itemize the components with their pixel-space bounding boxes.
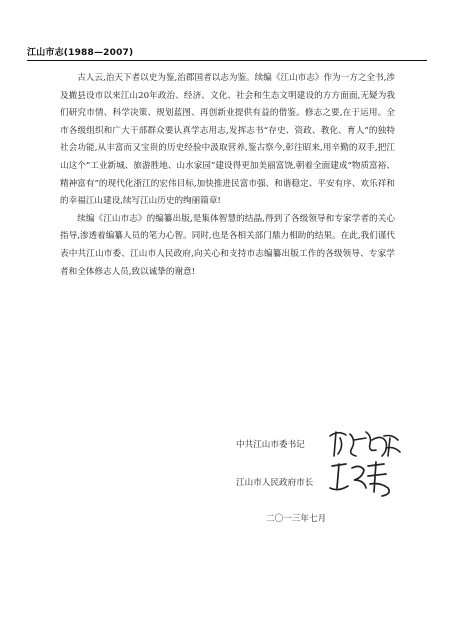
signature-block bbox=[230, 428, 420, 538]
handwritten-signature-party-secretary bbox=[326, 426, 404, 462]
paragraph-1: 古人云,治天下者以史为鉴,治郡国者以志为鉴。续编《江山市志》作为一方之全书,涉及撤县设市以来江山20年政治、经济、文化、社会和生态文明建设的方方面面,无疑为我们研究市情、科学决策、规划蓝图、再创新业提供有益的借鉴。修志之要,在于运用。全市各级组织和广大干部群众要认真学志用志,发挥志书“存史、资政、教化、育人”的独特社会功能,从丰富而又宝贵的历史经验中汲取营养,鉴古察今,彰往昭来,用辛勤的双手,把江山这个“工业新城、旅游胜地、山水家园”建设得更加美丽富饶,朝着全面建成“物质富裕、精神富有”的现代化浙江的宏伟目标,加快推进民富市强、和谐稳定、平安有序、欢乐祥和的幸福江山建设,续写江山历史的绚丽篇章! bbox=[60, 73, 395, 207]
preface-body bbox=[60, 70, 395, 281]
signing-date: 二〇一三年七月 bbox=[266, 514, 327, 524]
page-header bbox=[27, 45, 427, 61]
handwritten-signature-mayor bbox=[326, 458, 398, 498]
running-header-title: 江山市志(1988—2007) bbox=[27, 48, 134, 58]
party-secretary-title: 中共江山市委书记 bbox=[236, 440, 305, 450]
mayor-title: 江山市人民政府市长 bbox=[236, 478, 314, 488]
paragraph-2: 续编《江山市志》的编纂出版,是集体智慧的结晶,得到了各级领导和专家学者的关心指导,渗透着编纂人员的笔力心智。同时,也是各相关部门鼎力相助的结果。在此,我们谨代表中共江山市委、江山市人民政府,向关心和支持市志编纂出版工作的各级领导、专家学者和全体修志人员,致以诚挚的谢意! bbox=[60, 213, 395, 277]
